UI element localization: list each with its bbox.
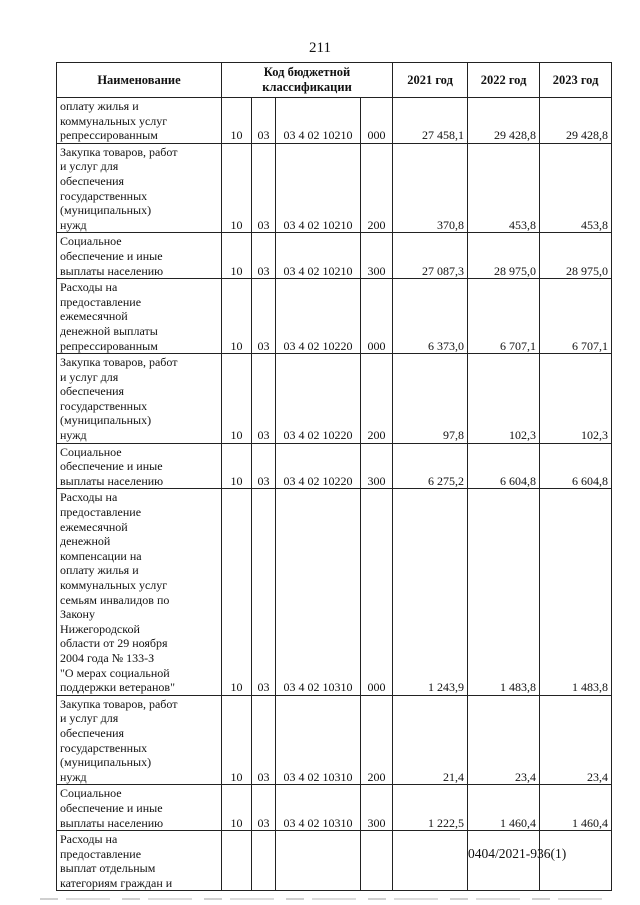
expense-type-code: 200 bbox=[361, 143, 393, 233]
header-code: Код бюджетной классификации bbox=[222, 63, 393, 98]
value-2021: 370,8 bbox=[393, 143, 468, 233]
row-name: Закупка товаров, работ и услуг для обеспечения государственных (муниципальных) нужд bbox=[57, 695, 222, 785]
value-2021: 6 373,0 bbox=[393, 279, 468, 354]
target-article-code: 03 4 02 10310 bbox=[276, 489, 361, 695]
subsection-code: 03 bbox=[252, 443, 276, 489]
header-2022: 2022 год bbox=[468, 63, 540, 98]
subsection-code: 03 bbox=[252, 279, 276, 354]
value-2023: 6 707,1 bbox=[540, 279, 612, 354]
expense-type-code: 000 bbox=[361, 489, 393, 695]
table-body bbox=[57, 98, 612, 891]
subsection-code: 03 bbox=[252, 489, 276, 695]
target-article-code bbox=[276, 831, 361, 891]
subsection-code: 03 bbox=[252, 785, 276, 831]
row-name: Расходы на предоставление ежемесячной денежной выплаты репрессированным bbox=[57, 279, 222, 354]
table-row bbox=[57, 143, 612, 233]
value-2023: 23,4 bbox=[540, 695, 612, 785]
table-row bbox=[57, 785, 612, 831]
subsection-code: 03 bbox=[252, 695, 276, 785]
expense-type-code: 200 bbox=[361, 695, 393, 785]
row-name: Социальное обеспечение и иные выплаты населению bbox=[57, 233, 222, 279]
value-2023: 6 604,8 bbox=[540, 443, 612, 489]
subsection-code: 03 bbox=[252, 354, 276, 444]
target-article-code: 03 4 02 10220 bbox=[276, 443, 361, 489]
value-2021: 21,4 bbox=[393, 695, 468, 785]
value-2021: 27 458,1 bbox=[393, 98, 468, 144]
table-row bbox=[57, 443, 612, 489]
header-2023: 2023 год bbox=[540, 63, 612, 98]
expense-type-code: 200 bbox=[361, 354, 393, 444]
section-code: 10 bbox=[222, 279, 252, 354]
expense-type-code: 000 bbox=[361, 98, 393, 144]
section-code: 10 bbox=[222, 695, 252, 785]
section-code: 10 bbox=[222, 143, 252, 233]
row-name: Расходы на предоставление ежемесячной денежной компенсации на оплату жилья и коммунальных услуг семьям инвалидов по Закону Нижегородской области от 29 ноября 2004 года № 133-З "О мерах социальной поддержки ветеранов" bbox=[57, 489, 222, 695]
value-2022: 1 483,8 bbox=[468, 489, 540, 695]
value-2023: 102,3 bbox=[540, 354, 612, 444]
target-article-code: 03 4 02 10210 bbox=[276, 143, 361, 233]
subsection-code bbox=[252, 831, 276, 891]
table-row bbox=[57, 489, 612, 695]
value-2021: 1 243,9 bbox=[393, 489, 468, 695]
document-number: 0404/2021-936(1) bbox=[468, 846, 567, 861]
target-article-code: 03 4 02 10310 bbox=[276, 695, 361, 785]
row-name: оплату жилья и коммунальных услуг репрессированным bbox=[57, 98, 222, 144]
target-article-code: 03 4 02 10210 bbox=[276, 98, 361, 144]
table-row bbox=[57, 279, 612, 354]
section-code: 10 bbox=[222, 443, 252, 489]
section-code: 10 bbox=[222, 98, 252, 144]
value-2021: 1 222,5 bbox=[393, 785, 468, 831]
value-2021: 27 087,3 bbox=[393, 233, 468, 279]
row-name: Расходы на предоставление выплат отдельным категориям граждан и bbox=[57, 831, 222, 891]
subsection-code: 03 bbox=[252, 98, 276, 144]
table-row bbox=[57, 98, 612, 144]
value-2022: 28 975,0 bbox=[468, 233, 540, 279]
value-2023: 28 975,0 bbox=[540, 233, 612, 279]
target-article-code: 03 4 02 10210 bbox=[276, 233, 361, 279]
subsection-code: 03 bbox=[252, 233, 276, 279]
page-number: 211 bbox=[309, 40, 331, 56]
subsection-code: 03 bbox=[252, 143, 276, 233]
table-row bbox=[57, 354, 612, 444]
section-code: 10 bbox=[222, 489, 252, 695]
header-name: Наименование bbox=[57, 63, 222, 98]
value-2021: 6 275,2 bbox=[393, 443, 468, 489]
target-article-code: 03 4 02 10220 bbox=[276, 279, 361, 354]
expense-type-code: 300 bbox=[361, 785, 393, 831]
expense-type-code bbox=[361, 831, 393, 891]
value-2022: 6 604,8 bbox=[468, 443, 540, 489]
value-2022: 102,3 bbox=[468, 354, 540, 444]
value-2023: 29 428,8 bbox=[540, 98, 612, 144]
header-2021: 2021 год bbox=[393, 63, 468, 98]
value-2021 bbox=[393, 831, 468, 891]
target-article-code: 03 4 02 10220 bbox=[276, 354, 361, 444]
value-2023: 1 483,8 bbox=[540, 489, 612, 695]
value-2022: 23,4 bbox=[468, 695, 540, 785]
scan-artifact-line bbox=[40, 898, 610, 900]
value-2023: 1 460,4 bbox=[540, 785, 612, 831]
value-2022: 1 460,4 bbox=[468, 785, 540, 831]
row-name: Социальное обеспечение и иные выплаты населению bbox=[57, 443, 222, 489]
section-code: 10 bbox=[222, 233, 252, 279]
value-2021: 97,8 bbox=[393, 354, 468, 444]
table-header-row bbox=[57, 63, 612, 98]
expense-type-code: 300 bbox=[361, 233, 393, 279]
row-name: Закупка товаров, работ и услуг для обеспечения государственных (муниципальных) нужд bbox=[57, 354, 222, 444]
section-code bbox=[222, 831, 252, 891]
value-2023: 453,8 bbox=[540, 143, 612, 233]
expense-type-code: 300 bbox=[361, 443, 393, 489]
target-article-code: 03 4 02 10310 bbox=[276, 785, 361, 831]
expense-type-code: 000 bbox=[361, 279, 393, 354]
row-name: Закупка товаров, работ и услуг для обеспечения государственных (муниципальных) нужд bbox=[57, 143, 222, 233]
budget-table bbox=[56, 62, 612, 891]
table-row bbox=[57, 233, 612, 279]
section-code: 10 bbox=[222, 785, 252, 831]
value-2022: 453,8 bbox=[468, 143, 540, 233]
section-code: 10 bbox=[222, 354, 252, 444]
table-row bbox=[57, 695, 612, 785]
row-name: Социальное обеспечение и иные выплаты населению bbox=[57, 785, 222, 831]
value-2022: 6 707,1 bbox=[468, 279, 540, 354]
value-2022: 29 428,8 bbox=[468, 98, 540, 144]
